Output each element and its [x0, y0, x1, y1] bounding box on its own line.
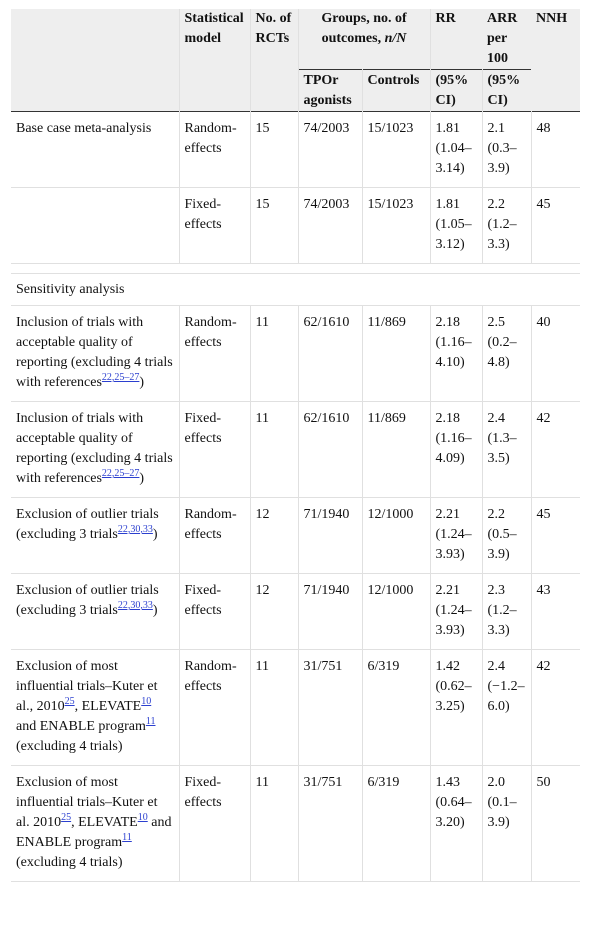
label-text: (excluding 4 trials) — [16, 855, 123, 870]
row-rr: 1.43 (0.64–3.20) — [430, 766, 482, 882]
row-rcts: 11 — [250, 650, 298, 766]
row-nnh: 43 — [531, 574, 580, 650]
label-tail: ) — [139, 375, 145, 390]
row-tpor: 62/1610 — [298, 306, 362, 402]
row-nnh: 42 — [531, 650, 580, 766]
label-text: Exclusion of outlier trials (excluding 3 trials — [16, 583, 159, 618]
table-row — [11, 650, 580, 766]
header-rr-ci: (95% CI) — [430, 70, 482, 112]
row-arr: 2.2 (0.5–3.9) — [482, 498, 531, 574]
label-text: and ENABLE program — [16, 719, 146, 734]
row-label — [11, 188, 179, 264]
row-controls: 12/1000 — [362, 574, 430, 650]
label-text: , ELEVATE — [74, 699, 142, 714]
reference-link[interactable]: 11 — [145, 716, 156, 727]
reference-link[interactable]: 22,30,33 — [117, 600, 153, 611]
spacer-row — [11, 264, 580, 274]
row-tpor: 31/751 — [298, 766, 362, 882]
section-row — [11, 274, 580, 306]
reference-link[interactable]: 25 — [61, 812, 72, 823]
row-controls: 6/319 — [362, 766, 430, 882]
reference-link[interactable]: 22,30,33 — [117, 524, 153, 535]
label-tail: ) — [139, 471, 145, 486]
row-rr: 1.42 (0.62–3.25) — [430, 650, 482, 766]
row-nnh: 45 — [531, 498, 580, 574]
row-rr: 2.21 (1.24–3.93) — [430, 574, 482, 650]
row-tpor: 74/2003 — [298, 112, 362, 188]
row-arr: 2.0 (0.1–3.9) — [482, 766, 531, 882]
row-rcts: 15 — [250, 188, 298, 264]
header-groups-nn: n/N — [384, 31, 407, 46]
row-controls: 15/1023 — [362, 112, 430, 188]
row-arr: 2.4 (1.3–3.5) — [482, 402, 531, 498]
row-label — [11, 574, 179, 650]
row-rr: 2.18 (1.16–4.09) — [430, 402, 482, 498]
row-label — [11, 650, 179, 766]
header-groups — [298, 9, 430, 70]
row-nnh: 48 — [531, 112, 580, 188]
header-blank — [11, 9, 179, 112]
header-arr-ci: (95% CI) — [482, 70, 531, 112]
row-controls: 12/1000 — [362, 498, 430, 574]
label-tail: ) — [152, 527, 158, 542]
row-model: Random-effects — [179, 112, 250, 188]
row-model: Fixed-effects — [179, 766, 250, 882]
row-model: Fixed-effects — [179, 402, 250, 498]
label-text: Inclusion of trials with acceptable quality of reporting (excluding 4 trials with references — [16, 411, 173, 486]
row-arr: 2.2 (1.2–3.3) — [482, 188, 531, 264]
row-tpor: 31/751 — [298, 650, 362, 766]
section-label: Sensitivity analysis — [11, 274, 580, 306]
row-rr: 1.81 (1.05–3.12) — [430, 188, 482, 264]
table-row — [11, 498, 580, 574]
row-rr: 2.21 (1.24–3.93) — [430, 498, 482, 574]
row-model: Fixed-effects — [179, 574, 250, 650]
header-statistical-model: Statistical model — [179, 9, 250, 112]
row-controls: 11/869 — [362, 306, 430, 402]
header-nnh: NNH — [531, 9, 580, 112]
row-tpor: 62/1610 — [298, 402, 362, 498]
header-no-rcts: No. of RCTs — [250, 9, 298, 112]
row-rr: 2.18 (1.16–4.10) — [430, 306, 482, 402]
row-label — [11, 498, 179, 574]
row-nnh: 50 — [531, 766, 580, 882]
reference-link[interactable]: 10 — [141, 696, 152, 707]
table-row — [11, 574, 580, 650]
row-controls: 15/1023 — [362, 188, 430, 264]
row-model: Random-effects — [179, 498, 250, 574]
row-tpor: 71/1940 — [298, 498, 362, 574]
row-arr: 2.1 (0.3–3.9) — [482, 112, 531, 188]
results-table — [11, 9, 580, 882]
row-rcts: 12 — [250, 498, 298, 574]
row-tpor: 71/1940 — [298, 574, 362, 650]
row-label — [11, 306, 179, 402]
row-nnh: 42 — [531, 402, 580, 498]
row-label: Base case meta-analysis — [11, 112, 179, 188]
row-label — [11, 766, 179, 882]
row-tpor: 74/2003 — [298, 188, 362, 264]
row-rcts: 15 — [250, 112, 298, 188]
table-row — [11, 402, 580, 498]
label-text: Exclusion of outlier trials (excluding 3 trials — [16, 507, 159, 542]
row-rcts: 11 — [250, 306, 298, 402]
label-text: (excluding 4 trials) — [16, 739, 123, 754]
label-text: , ELEVATE — [71, 815, 138, 830]
label-text: Inclusion of trials with acceptable quality of reporting (excluding 4 trials with references — [16, 315, 173, 390]
table-body — [11, 112, 580, 882]
label-text: and ENABLE program — [16, 815, 172, 850]
row-rr: 1.81 (1.04–3.14) — [430, 112, 482, 188]
reference-link[interactable]: 25 — [64, 696, 75, 707]
row-arr: 2.3 (1.2–3.3) — [482, 574, 531, 650]
row-arr: 2.5 (0.2–4.8) — [482, 306, 531, 402]
header-controls: Controls — [362, 70, 430, 112]
row-model: Fixed-effects — [179, 188, 250, 264]
header-arr: ARR per 100 — [482, 9, 531, 70]
row-controls: 6/319 — [362, 650, 430, 766]
row-nnh: 40 — [531, 306, 580, 402]
row-rcts: 11 — [250, 402, 298, 498]
table-row — [11, 306, 580, 402]
header-rr: RR — [430, 9, 482, 70]
row-nnh: 45 — [531, 188, 580, 264]
reference-link[interactable]: 10 — [137, 812, 148, 823]
reference-link[interactable]: 22,25–27 — [101, 372, 140, 383]
label-text: Exclusion of most influential trials–Kuter et al. 2010 — [16, 775, 158, 830]
row-rcts: 12 — [250, 574, 298, 650]
header-groups-prefix: Groups, no. of outcomes, — [321, 11, 407, 46]
row-controls: 11/869 — [362, 402, 430, 498]
spacer-cell — [11, 264, 580, 274]
table-row — [11, 188, 580, 264]
row-rcts: 11 — [250, 766, 298, 882]
row-arr: 2.4 (−1.2–6.0) — [482, 650, 531, 766]
reference-link[interactable]: 22,25–27 — [101, 468, 140, 479]
reference-link[interactable]: 11 — [122, 832, 132, 843]
table-header — [11, 9, 580, 112]
label-text: Exclusion of most influential trials–Kuter et al., 2010 — [16, 659, 158, 714]
row-model: Random-effects — [179, 650, 250, 766]
label-tail: ) — [152, 603, 158, 618]
table-row — [11, 766, 580, 882]
row-label — [11, 402, 179, 498]
row-model: Random-effects — [179, 306, 250, 402]
table-row — [11, 112, 580, 188]
header-tpor: TPOr agonists — [298, 70, 362, 112]
